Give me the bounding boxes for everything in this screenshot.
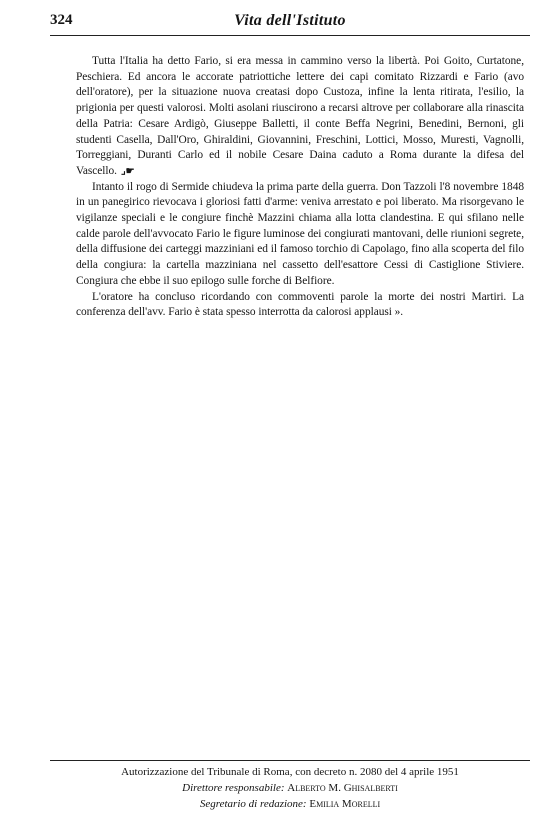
header-rule (50, 35, 530, 36)
section-end-mark: ⌟☛ (121, 165, 135, 177)
paragraph-1: Tutta l'Italia ha detto Fario, si era messa in cammino verso la libertà. Poi Goito, Curtatone, Peschiera. Ed ancora le accorate patriottiche lettere dei capi comitato Rizzardi e Fario (avo dell'oratore), per la situazione nuova creatasi dopo Custoza, infine la lenta ritirata, l'esilio, la prigionia per questi valorosi. Molti asolani riuscirono a recarsi altrove per collaborare alla rinascita della Patria: Cesare Ardigò, Giuseppe Balletti, il conte Beffa Negrini, Benedini, Bernoni, gli studenti Casella, Dall'Oro, Ghiraldini, Giovannini, Freschini, Lottici, Mosso, Muresti, Vagnolli, Torreggiani, Duranti Carlo ed il nobile Cesare Daina caduto a Roma durante la difesa del Vascello. ⌟☛ (76, 55, 524, 177)
page-number: 324 (50, 12, 73, 28)
running-title: Vita dell'Istituto (234, 12, 346, 29)
secretary-label: Segretario di redazione: (199, 798, 307, 810)
paragraph-2: Intanto il rogo di Sermide chiudeva la prima parte della guerra. Don Tazzoli l'8 novembre 1848 in un panegirico rievocava i gloriosi fatti d'arme: veniva arrestato e poi liberato. Ma risorgevano le vigilanze speciali e le congiure finchè Mazzini chiama alla lotta clandestina. E qui sfilano nelle calde parole dell'avvocato Fario le figure luminose dei congiurati mantovani, delle riunioni segrete, della diffusione dei carteggi mazziniani ed il famoso torchio di Capolago, fino alla scoperta del filo della congiura: la cartella mazziniana nel cassetto dell'esattore Cessi di Castiglione Stiviere. Congiura che ebbe il suo epilogo sulle forche di Belfiore. (76, 180, 524, 287)
director-line (50, 780, 530, 796)
director-label: Direttore responsabile: (182, 782, 285, 794)
imprint-footer (50, 764, 530, 812)
director-name: Alberto M. Ghisalberti (287, 782, 398, 794)
article-body (76, 54, 524, 321)
secretary-name: Emilia Morelli (309, 798, 381, 810)
authorization-line: Autorizzazione del Tribunale di Roma, con decreto n. 2080 del 4 aprile 1951 (121, 766, 459, 778)
secretary-line (50, 796, 530, 812)
page-header (50, 12, 530, 34)
footer-rule (50, 760, 530, 761)
paragraph-3: L'oratore ha concluso ricordando con commoventi parole la morte dei nostri Martiri. La conferenza dell'avv. Fario è stata spesso interrotta da calorosi applausi ». (76, 290, 524, 319)
